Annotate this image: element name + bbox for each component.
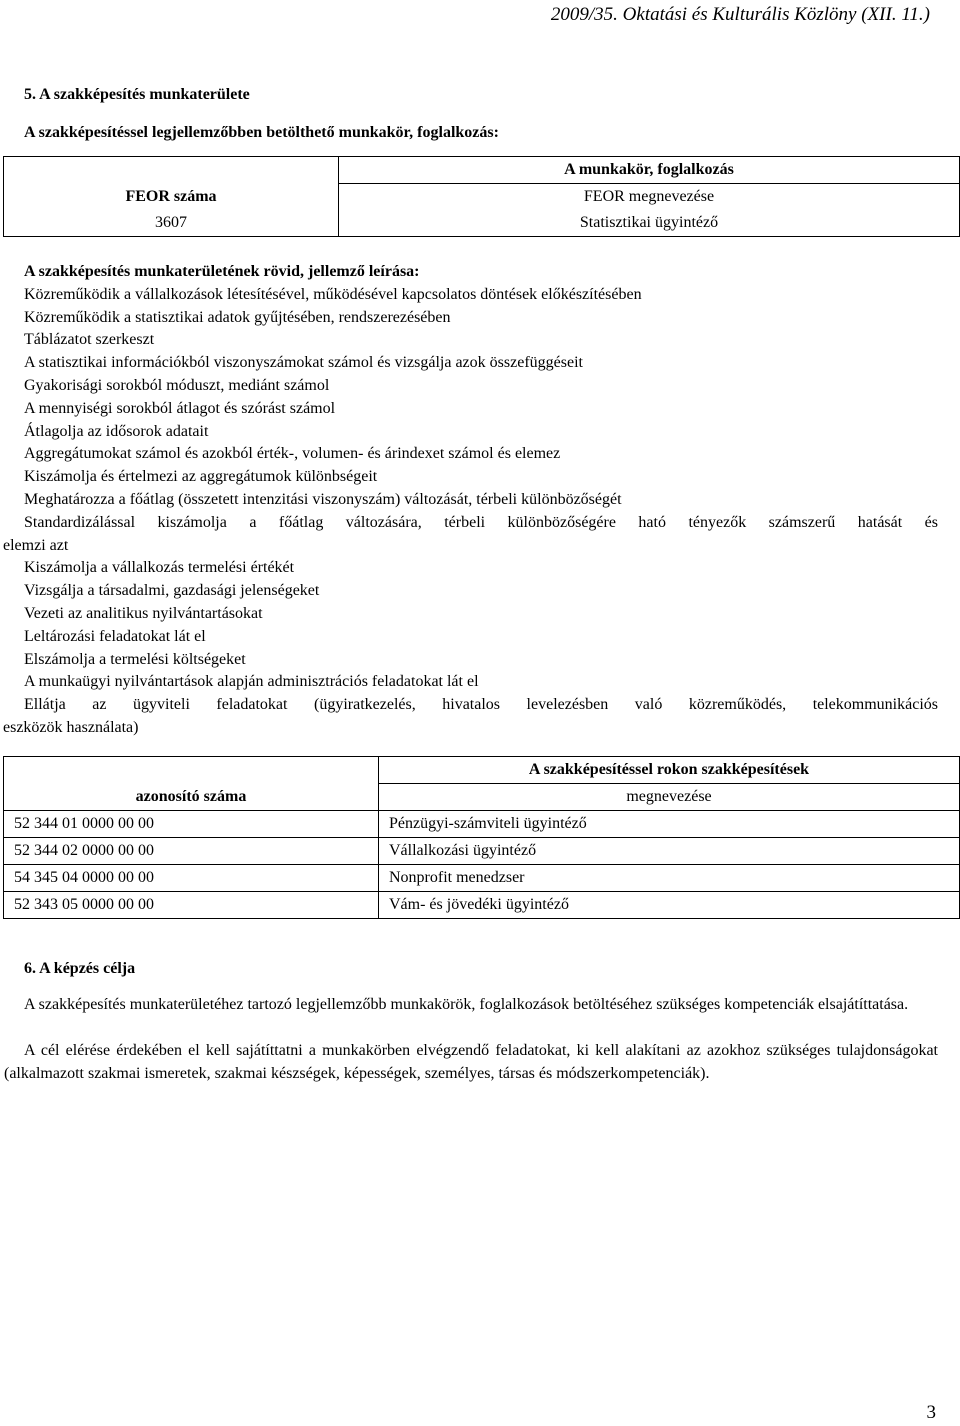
related-id-cell: 52 344 02 0000 00 00 [4, 838, 379, 865]
page-number: 3 [926, 1402, 936, 1423]
task-item: Elszámolja a termelési költségeket [24, 650, 246, 668]
section-6-paragraph-2: A cél elérése érdekében el kell sajátíttatni a munkakörben elvégzendő feladatokat, ki kell alakítani az azokhoz szükséges tulajdonságokat (alkalmazott szakmai ismeretek, szakmai készségek, képességek, személyes, társas és módszerkompetenciák). [4, 1042, 938, 1082]
task-item-continuation: elemzi azt [3, 536, 69, 554]
task-item: Közreműködik a statisztikai adatok gyűjtésében, rendszerezésében [24, 308, 451, 326]
section-5-title: 5. A szakképesítés munkaterülete [24, 86, 250, 103]
task-item: Táblázatot szerkeszt [24, 331, 155, 349]
feor-group-header: A munkakör, foglalkozás [339, 157, 960, 184]
feor-name-cell: Statisztikai ügyintéző [339, 210, 960, 237]
feor-table-blank [4, 157, 339, 184]
feor-code-header: FEOR száma [4, 184, 339, 211]
related-id-cell: 54 345 04 0000 00 00 [4, 865, 379, 892]
related-name-cell: Vám- és jövedéki ügyintéző [379, 892, 960, 919]
related-table-blank [4, 757, 379, 784]
description-title: A szakképesítés munkaterületének rövid, jellemző leírása: [24, 263, 420, 280]
task-item: Kiszámolja és értelmezi az aggregátumok különbségeit [24, 468, 378, 486]
task-item: Aggregátumokat számol és azokból érték-, volumen- és árindexet számol és elemez [24, 445, 561, 463]
related-name-header: megnevezése [379, 784, 960, 811]
task-item: Ellátja az ügyviteli feladatokat (ügyiratkezelés, hivatalos levelezésben való közreműködés, telekommunikációs [24, 696, 938, 714]
section-6-paragraph-1: A szakképesítés munkaterületéhez tartozó legjellemzőbb munkakörök, foglalkozások betöltéséhez szükséges kompetenciák elsajátíttatása. [24, 996, 909, 1013]
task-item: Kiszámolja a vállalkozás termelési értékét [24, 559, 295, 577]
task-item: A munkaügyi nyilvántartások alapján adminisztrációs feladatokat lát el [24, 673, 479, 691]
task-item: Gyakorisági sorokból móduszt, mediánt számol [24, 376, 330, 394]
related-id-cell: 52 344 01 0000 00 00 [4, 811, 379, 838]
feor-code-cell: 3607 [4, 210, 339, 237]
feor-name-header: FEOR megnevezése [339, 184, 960, 211]
related-name-cell: Nonprofit menedzser [379, 865, 960, 892]
task-list [3, 261, 938, 740]
task-item: Közreműködik a vállalkozások létesítésével, működésével kapcsolatos döntések előkészítésében [24, 285, 642, 303]
table-row [4, 838, 960, 865]
related-table-title: A szakképesítéssel rokon szakképesítések [379, 757, 960, 784]
table-row [4, 865, 960, 892]
task-item: Standardizálással kiszámolja a főátlag változására, térbeli különbözőségére ható tényezők számszerű hatását és [24, 513, 938, 531]
section-5-subtitle: A szakképesítéssel legjellemzőbben betölthető munkakör, foglalkozás: [24, 124, 499, 141]
related-qualifications-table [3, 756, 960, 919]
table-row [4, 892, 960, 919]
page-header: 2009/35. Oktatási és Kulturális Közlöny (XII. 11.) [550, 4, 930, 25]
task-item: Vezeti az analitikus nyilvántartásokat [24, 604, 263, 622]
related-name-cell: Vállalkozási ügyintéző [379, 838, 960, 865]
related-id-header: azonosító száma [4, 784, 379, 811]
task-item: Leltározási feladatokat lát el [24, 627, 206, 645]
task-item: Meghatározza a főátlag (összetett intenzitási viszonyszám) változását, térbeli különbözőségét [24, 490, 622, 508]
task-item-continuation: eszközök használata) [3, 718, 139, 736]
table-row [4, 811, 960, 838]
feor-table [3, 156, 960, 237]
task-item: A mennyiségi sorokból átlagot és szórást számol [24, 399, 336, 417]
related-name-cell: Pénzügyi-számviteli ügyintéző [379, 811, 960, 838]
section-6-title: 6. A képzés célja [24, 960, 136, 977]
task-item: Vizsgálja a társadalmi, gazdasági jelenségeket [24, 582, 320, 600]
related-id-cell: 52 343 05 0000 00 00 [4, 892, 379, 919]
task-item: A statisztikai információkból viszonyszámokat számol és vizsgálja azok összefüggéseit [24, 354, 583, 372]
task-item: Átlagolja az idősorok adatait [24, 422, 209, 440]
